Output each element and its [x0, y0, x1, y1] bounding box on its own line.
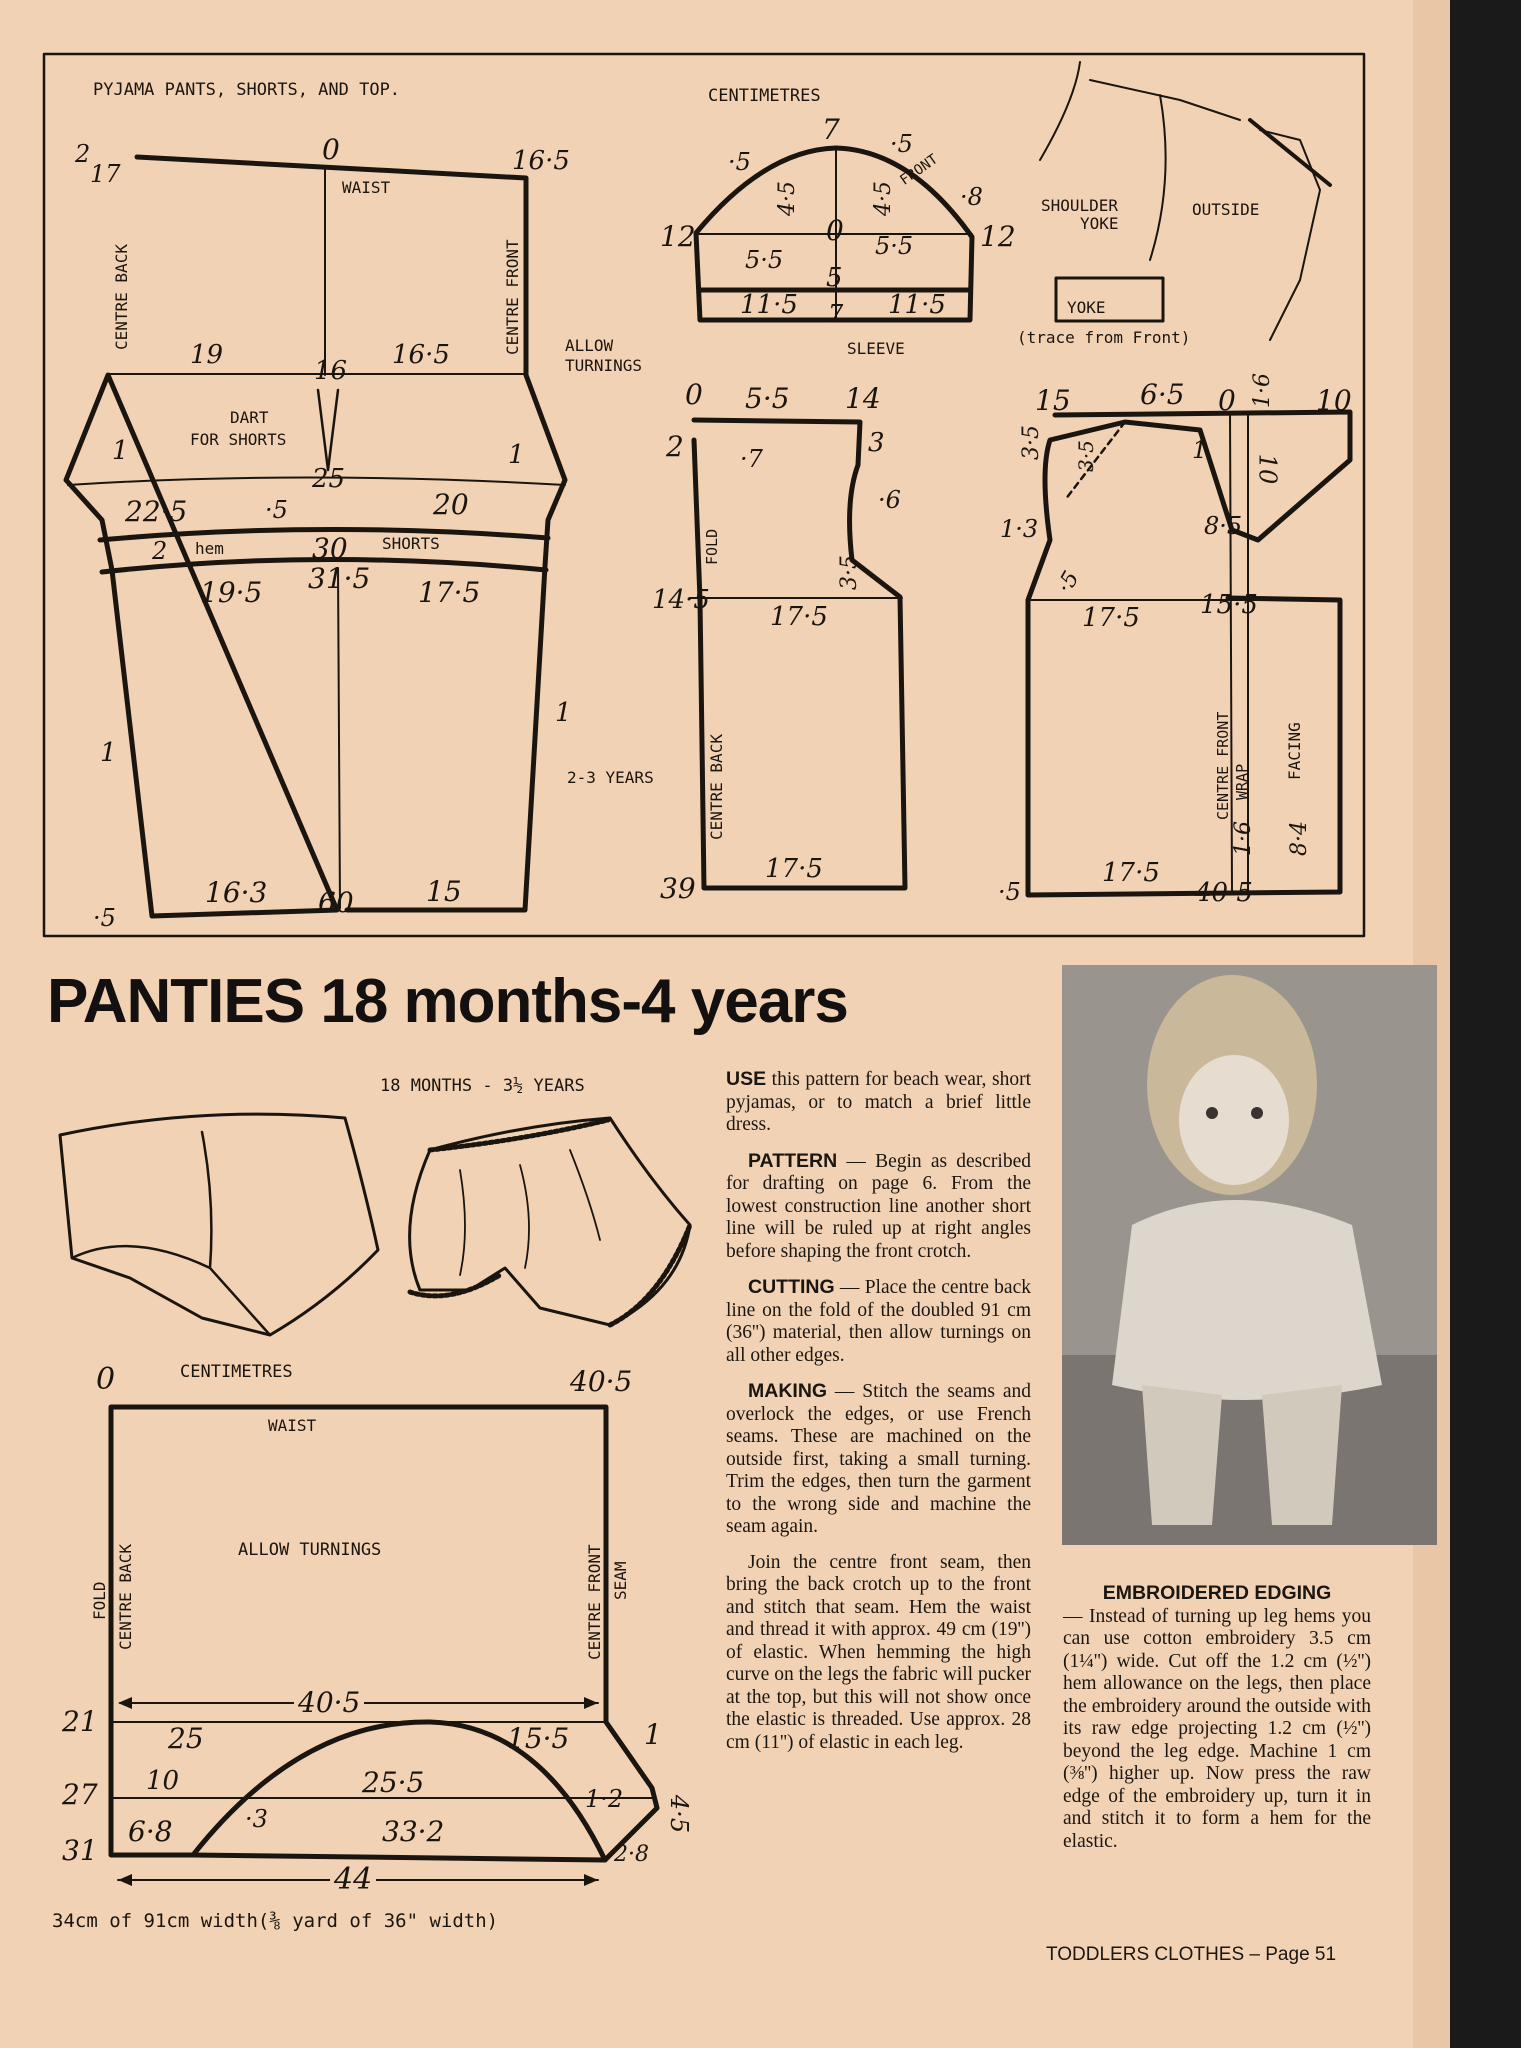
child-photo — [1062, 965, 1437, 1545]
measure: 19 — [190, 340, 224, 370]
fold-label: FOLD — [703, 528, 721, 565]
fold-label: FOLD — [90, 1581, 109, 1620]
measure: ·5 — [93, 904, 116, 932]
measure: 1 — [644, 1718, 662, 1751]
measure: 31 — [62, 1834, 98, 1867]
measure: 17·5 — [765, 854, 823, 884]
measure: 25·5 — [362, 1766, 425, 1799]
measure: 17·5 — [418, 576, 481, 609]
measure: ·5 — [998, 878, 1021, 906]
sleeve-label: SLEEVE — [847, 339, 905, 358]
measure: 10 — [146, 1766, 180, 1796]
measure: 15·5 — [1200, 590, 1258, 620]
making-heading: MAKING — [748, 1380, 828, 1402]
measure: 39 — [660, 872, 696, 905]
measure: 1 — [555, 698, 572, 728]
measure: 21 — [62, 1705, 98, 1738]
measure: 25 — [312, 464, 346, 494]
shoulder-label: SHOULDER — [1041, 196, 1119, 215]
measure: 8·4 — [1287, 821, 1312, 856]
dart-label: DART — [230, 408, 269, 427]
measure: 40·5 — [294, 1686, 364, 1719]
instructions-column — [726, 1068, 1031, 1767]
shorts-label: SHORTS — [382, 534, 440, 553]
cutting-text: — Place the centre back line on the fold of the doubled 91 cm (36'') material, then allow turnings on all other edges. — [726, 1277, 1031, 1366]
measure: 16·5 — [512, 146, 570, 176]
measure: 6·5 — [1140, 378, 1185, 411]
measure: 5·5 — [745, 382, 790, 415]
centre-back-label: CENTRE BACK — [112, 244, 131, 350]
measure: ·7 — [740, 445, 763, 473]
measure: 10 — [1316, 384, 1352, 417]
outside-label: OUTSIDE — [1192, 200, 1260, 219]
section-heading: PANTIES 18 months-4 years — [47, 967, 848, 1036]
measure: 17 — [90, 160, 121, 188]
making-text: — Stitch the seams and overlock the edges, or use French seams. These are machined on the outside first, taking a small turning. Trim the edges, then turn the garment to the wrong side and machine the seam again. — [726, 1381, 1031, 1537]
centre-front-label: CENTRE FRONT — [585, 1544, 604, 1660]
yoke-box-label: YOKE — [1067, 298, 1106, 317]
measure: ·3 — [245, 1805, 268, 1833]
measure: 3·5 — [1019, 425, 1044, 460]
pattern-text: — Begin as described for drafting on page 6. From the lowest construction line another short line will be ruled up at right angles before shaping the front crotch. — [726, 1150, 1031, 1262]
measure: 2·8 — [614, 1842, 649, 1867]
measure: 5·5 — [745, 246, 784, 274]
use-heading: USE — [726, 1068, 767, 1090]
measure: 3·5 — [1073, 440, 1098, 472]
measure: 1 — [508, 440, 525, 470]
seam-label: SEAM — [611, 1561, 630, 1600]
measure: 16·5 — [392, 340, 450, 370]
measure: 0 — [322, 133, 340, 166]
measure: 60 — [318, 886, 354, 919]
measure: 40·5 — [570, 1365, 633, 1398]
measure: 15·5 — [507, 1722, 570, 1755]
allow-label: ALLOW — [565, 336, 614, 355]
measure: ·5 — [890, 130, 913, 158]
measure: 30 — [312, 532, 348, 565]
facing-label: FACING — [1285, 722, 1304, 780]
centimetres-label: CENTIMETRES — [180, 1362, 293, 1382]
measure: 1 — [1192, 436, 1208, 464]
measure: ·8 — [960, 183, 983, 211]
pattern-title: PYJAMA PANTS, SHORTS, AND TOP. — [93, 80, 401, 100]
measure: 1·3 — [1000, 515, 1039, 543]
measure: 10 — [1253, 453, 1282, 485]
measure: 4·5 — [775, 181, 800, 216]
measure: ·6 — [878, 486, 901, 514]
measure: 0 — [826, 214, 844, 247]
page-footer: TODDLERS CLOTHES – Page 51 — [1046, 1944, 1337, 1965]
measure: ·5 — [1052, 567, 1085, 598]
measure: 1 — [112, 436, 129, 466]
measure: 15 — [1035, 384, 1071, 417]
measure: 11·5 — [740, 290, 798, 320]
front-label: FRONT — [897, 151, 941, 189]
measure: ·5 — [728, 148, 751, 176]
measure: 17·5 — [1102, 858, 1160, 888]
measure: 2 — [666, 430, 684, 463]
cutting-heading: CUTTING — [748, 1276, 835, 1298]
embroidered-edging-column — [1063, 1582, 1371, 1866]
measure: 4·5 — [871, 181, 896, 216]
measure: 0 — [96, 1362, 116, 1397]
trace-note: (trace from Front) — [1017, 328, 1191, 347]
measure: 7 — [828, 300, 844, 328]
front-centre-front-label: CENTRE FRONT — [1214, 711, 1232, 820]
measure: 7 — [822, 113, 840, 146]
centimetres-label: CENTIMETRES — [708, 86, 821, 106]
measure: 40·5 — [1195, 878, 1253, 908]
measure: ·5 — [265, 496, 288, 524]
centre-front-label: CENTRE FRONT — [503, 239, 522, 355]
measure: 12 — [980, 220, 1016, 253]
wrap-label: WRAP — [1233, 763, 1251, 800]
measure: 3·5 — [837, 555, 862, 590]
measure: 12 — [660, 220, 696, 253]
measure: 1·6 — [1231, 821, 1256, 856]
centre-back-label: CENTRE BACK — [116, 1544, 135, 1650]
age-label: 2-3 YEARS — [567, 768, 654, 787]
back-centre-back-label: CENTRE BACK — [707, 734, 726, 840]
measure: 0 — [1218, 384, 1236, 417]
measure: 0 — [685, 378, 703, 411]
measure: 17·5 — [770, 602, 828, 632]
measure: 19·5 — [200, 576, 263, 609]
measure: 2 — [75, 140, 91, 168]
measure: 31·5 — [308, 562, 371, 595]
size-label: 18 MONTHS - 3½ YEARS — [380, 1076, 585, 1096]
measure: 5·5 — [875, 232, 914, 260]
measure: 44 — [330, 1862, 376, 1897]
for-shorts-label: FOR SHORTS — [190, 430, 287, 449]
measure: 16 — [314, 356, 348, 386]
waist-label: WAIST — [268, 1416, 317, 1435]
fabric-note: 34cm of 91cm width(⅜ yard of 36" width) — [52, 1910, 499, 1932]
measure: 6·8 — [128, 1815, 173, 1848]
measure: 14·5 — [652, 585, 710, 615]
measure: 22·5 — [125, 495, 188, 528]
measure: 4·5 — [665, 1794, 694, 1834]
measure: 20 — [433, 488, 469, 521]
measure: 11·5 — [888, 290, 946, 320]
measure: 16·3 — [205, 876, 268, 909]
embroidered-edging-heading: EMBROIDERED EDGING — [1102, 1582, 1332, 1604]
measure: 33·2 — [382, 1815, 445, 1848]
yoke-label: YOKE — [1080, 214, 1119, 233]
measure: 8·5 — [1204, 512, 1243, 540]
measure: 15 — [426, 875, 462, 908]
measure: 1·2 — [585, 1785, 624, 1813]
measure: 27 — [62, 1778, 98, 1811]
measure: 1 — [100, 738, 117, 768]
measure: 3 — [868, 428, 885, 458]
waist-label: WAIST — [342, 178, 391, 197]
turnings-label: TURNINGS — [565, 356, 643, 375]
pattern-heading: PATTERN — [748, 1149, 838, 1172]
use-text: this pattern for beach wear, short pyjamas, or to match a brief little dress. — [726, 1069, 1031, 1135]
measure: 5 — [826, 263, 843, 293]
join-text: Join the centre front seam, then bring the back crotch up to the front and stitch that seam. Hem the waist and thread it with approx. 49 cm (19'') of elastic. When hemming the high curve on the legs the fabric will pucker at the top, but this will not show once the elastic is threaded. Use approx. 28 cm (11'') of elastic in each leg. — [726, 1551, 1031, 1753]
measure: 25 — [168, 1722, 204, 1755]
measure: 14 — [845, 382, 881, 415]
hem-label: hem — [195, 539, 224, 558]
allow-turnings-label: ALLOW TURNINGS — [238, 1540, 382, 1560]
measure: 2 — [152, 537, 168, 565]
embroidered-edging-text: — Instead of turning up leg hems you can use cotton embroidery 3.5 cm (1¼'') wide. Cut off the 1.2 cm (½'') hem allowance on the legs, then place the embroidery around the outside with its raw edge projecting 1.2 cm (½'') beyond the leg edge. Machine 1 cm (⅜'') higher up. Now press the raw edge of the embroidery up, turn it in and stitch it to form a hem for the elastic. — [1063, 1605, 1371, 1852]
measure: 17·5 — [1082, 603, 1140, 633]
measure: 1·6 — [1250, 373, 1275, 408]
